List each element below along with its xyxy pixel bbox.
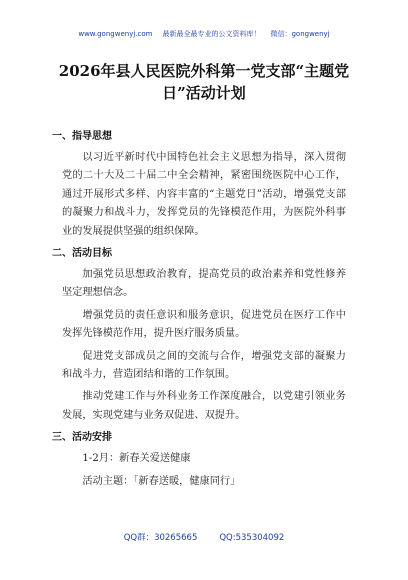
paragraph: 加强党员思想政治教育，提高党员的政治素养和党性修养坚定理想信念。 xyxy=(62,269,346,299)
schedule-item: 1-2月：新春关爱送健康 xyxy=(82,453,191,465)
section-heading-guiding-thought: 一、指导思想 xyxy=(52,131,112,142)
page-header xyxy=(0,29,408,39)
document-body xyxy=(52,126,346,495)
footer-qq-group: QQ群：30265665 xyxy=(123,533,198,543)
activity-theme: 活动主题：「新春送暖，健康同行」 xyxy=(82,475,241,487)
footer-qq: QQ:535304092 xyxy=(219,533,285,543)
paragraph: 推动党建工作与外科业务工作深度融合，以党建引领业务发展，实现党建与业务双促进、双提升。 xyxy=(62,391,346,421)
document-title: 2026年县人民医院外科第一党支部“主题党日”活动计划 xyxy=(58,62,350,102)
header-website[interactable]: www.gongwenyj.com xyxy=(78,30,153,38)
paragraph: 促进党支部成员之间的交流与合作，增强党支部的凝聚力和战斗力，营造团结和谐的工作氛围。 xyxy=(62,350,346,381)
paragraph: 以习近平新时代中国特色社会主义思想为指导，深入贯彻党的二十大及二十届二中全会精神，紧密围绕医院中心工作，通过开展形式多样、内容丰富的“主题党日”活动，增强党支部的凝聚力和战斗力，发挥党员的先锋模范作用，为医院外科事业的发展提供坚强的组织保障。 xyxy=(62,152,346,237)
page-footer xyxy=(0,531,408,543)
paragraph: 增强党员的责任意识和服务意识，促进党员在医疗工作中发挥先锋模范作用，提升医疗服务质量。 xyxy=(62,309,346,340)
section-heading-activity-goals: 二、活动目标 xyxy=(52,248,112,260)
header-wechat: 微信：gongwenyj xyxy=(270,30,330,38)
header-slogan: 最新最全最专业的公文资料库！ xyxy=(162,30,261,38)
section-heading-activity-schedule: 三、活动安排 xyxy=(52,432,112,444)
